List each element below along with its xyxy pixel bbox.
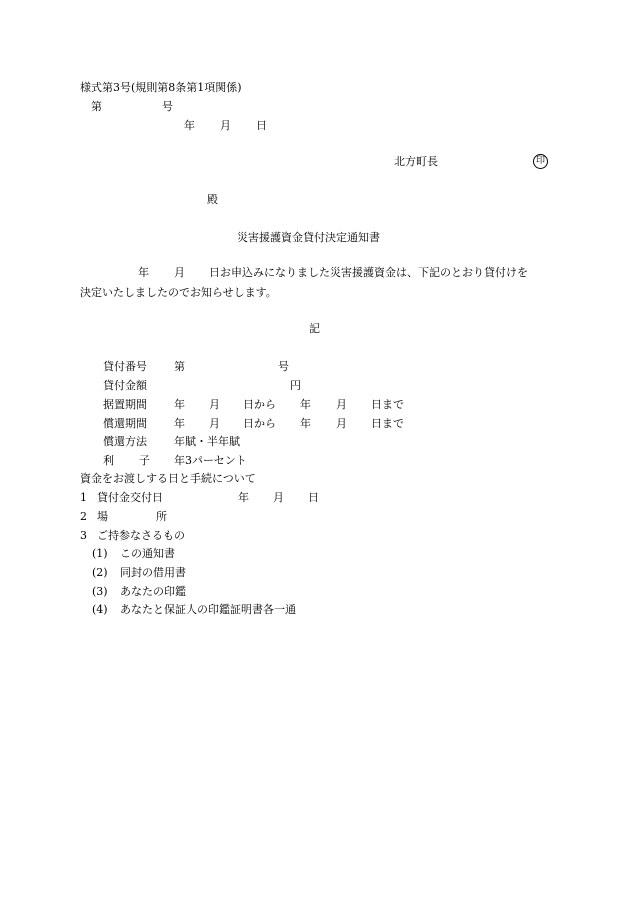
detail-value: 月 (336, 417, 347, 430)
detail-label: 償還期間 (103, 417, 147, 430)
addressee-honorific: 殿 (207, 193, 218, 206)
detail-value: 月 (209, 417, 220, 430)
body-line1: 日お申込みになりました災害援護資金は、下記のとおり貸付けを (209, 266, 528, 279)
sub-item-number: (1) (92, 547, 108, 560)
item-number: 2 (80, 510, 87, 523)
number-prefix: 第 (91, 100, 102, 113)
detail-value: 日から (243, 398, 276, 411)
sub-item-text: あなたと保証人の印鑑証明書各一通 (120, 603, 296, 616)
form-label: 様式第3号(規則第8条第1項関係) (80, 81, 242, 94)
ki-mark: 記 (309, 322, 320, 335)
document-title: 災害援護資金貸付決定通知書 (237, 231, 380, 244)
detail-label: 貸付番号 (103, 360, 147, 373)
procedure-heading: 資金をお渡しする日と手続について (80, 472, 256, 485)
item-label: 場 (97, 510, 108, 523)
item-label: ご持参なさるもの (97, 529, 185, 542)
detail-value: 年 (174, 398, 185, 411)
detail-value: 日まで (371, 398, 404, 411)
body-line2: 決定いたしましたのでお知らせします。 (80, 286, 277, 299)
detail-value: 日から (243, 417, 276, 430)
item-month: 月 (273, 491, 284, 504)
detail-value: 日まで (371, 417, 404, 430)
detail-label: 償還方法 (103, 435, 147, 448)
sub-item-text: この通知書 (120, 547, 175, 560)
detail-label: 利 (103, 454, 114, 467)
detail-value: 年 (174, 417, 185, 430)
body-year: 年 (138, 266, 149, 279)
sub-item-number: (3) (92, 585, 108, 598)
sub-item-text: あなたの印鑑 (120, 585, 186, 598)
body-month: 月 (174, 266, 185, 279)
detail-value: 年賦・半年賦 (174, 435, 240, 448)
seal-mark: 印 (533, 154, 548, 169)
item-label: 貸付金交付日 (97, 491, 163, 504)
item-number: 1 (80, 491, 87, 504)
sub-item-number: (2) (92, 566, 108, 579)
detail-value: 月 (209, 398, 220, 411)
detail-label: 子 (139, 454, 150, 467)
detail-value: 円 (290, 379, 301, 392)
date-day: 日 (256, 119, 267, 132)
sub-item-number: (4) (92, 603, 108, 616)
number-suffix: 号 (162, 100, 173, 113)
detail-value: 年 (300, 398, 311, 411)
item-number: 3 (80, 529, 87, 542)
detail-value: 年 (300, 417, 311, 430)
item-label: 所 (156, 510, 167, 523)
item-day: 日 (308, 491, 319, 504)
date-month: 月 (220, 119, 231, 132)
detail-value: 号 (278, 360, 289, 373)
issuer-name: 北方町長 (394, 155, 438, 168)
detail-value: 第 (174, 360, 185, 373)
date-year: 年 (184, 119, 195, 132)
detail-label: 貸付金額 (103, 379, 147, 392)
sub-item-text: 同封の借用書 (120, 566, 186, 579)
detail-label: 据置期間 (103, 398, 147, 411)
detail-value: 年3パーセント (174, 454, 247, 467)
item-year: 年 (238, 491, 249, 504)
detail-value: 月 (336, 398, 347, 411)
